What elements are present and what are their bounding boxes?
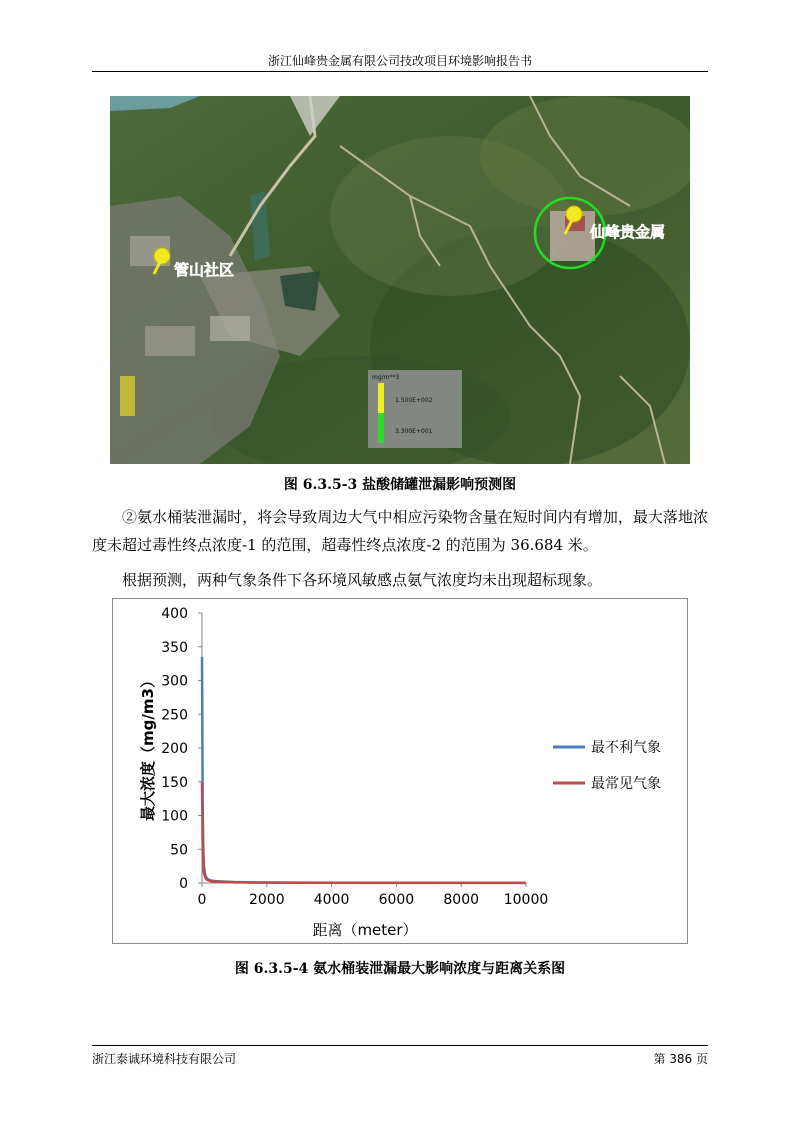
series-line-2 (202, 782, 526, 883)
x-tick-label: 4000 (313, 892, 350, 908)
figure-caption-2: 图 6.3.5-4 氨水桶装泄漏最大影响浓度与距离关系图 (234, 961, 566, 977)
map-label-right: 仙峰贵金属 (590, 223, 666, 241)
map-label-left: 管山社区 (174, 261, 235, 279)
header-rule (92, 71, 708, 72)
figure-caption-1: 图 6.3.5-3 盐酸储罐泄漏影响预测图 (283, 477, 517, 493)
series-line-1 (202, 657, 526, 883)
y-tick-label: 100 (161, 808, 188, 825)
body-paragraph-1: ②氨水桶装泄漏时，将会导致周边大气中相应污染物含量在短时间内有增加，最大落地浓度未超过毒性终点浓度-1 的范围，超毒性终点浓度-2 的范围为 36.684 米。 (92, 508, 708, 554)
map-legend (368, 370, 462, 448)
legend-label-2: 最常见气象 (591, 776, 661, 792)
y-axis-label: 最大浓度（mg/m3） (139, 673, 157, 821)
y-tick-label: 50 (170, 842, 188, 859)
y-tick-label: 300 (161, 673, 188, 690)
body-paragraph-2: 根据预测，两种气象条件下各环境风敏感点氨气浓度均未出现超标现象。 (122, 571, 603, 589)
y-tick-label: 400 (161, 606, 188, 622)
page-header-title: 浙江仙峰贵金属有限公司技改项目环境影响报告书 (267, 54, 532, 68)
legend-label-1: 最不利气象 (591, 740, 661, 756)
footer-rule (92, 1045, 708, 1046)
x-tick-label: 2000 (248, 892, 285, 908)
y-tick-label: 150 (161, 774, 188, 791)
x-tick-label: 0 (197, 892, 207, 908)
x-tick-label: 10000 (503, 892, 549, 908)
map-legend-value-1: 1.500E+002 (395, 397, 433, 404)
y-tick-label: 0 (179, 876, 188, 892)
x-axis-label: 距离（meter） (312, 921, 418, 939)
chart-frame (112, 598, 688, 944)
line-chart (113, 599, 687, 943)
satellite-map (110, 96, 690, 464)
y-tick-label: 250 (161, 707, 188, 724)
x-tick-label: 6000 (378, 892, 415, 908)
footer-page-number: 第 386 页 (653, 1052, 708, 1066)
x-tick-label: 8000 (443, 892, 480, 908)
map-legend-value-2: 3.300E+001 (395, 428, 433, 435)
footer-company: 浙江泰诚环境科技有限公司 (92, 1052, 237, 1066)
satellite-map-image (110, 96, 690, 464)
y-tick-label: 200 (161, 741, 188, 757)
map-legend-unit: mg/m**3 (372, 374, 400, 381)
y-tick-label: 350 (161, 639, 188, 656)
